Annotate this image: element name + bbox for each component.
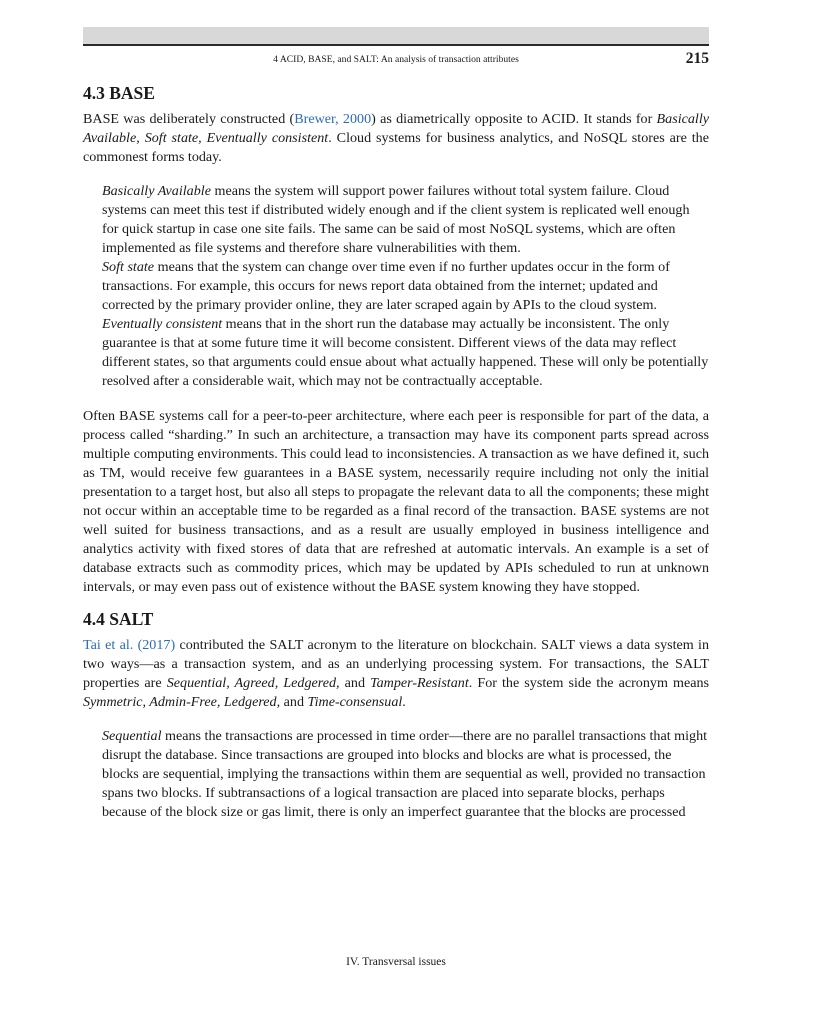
emphasis-run: Time-consensual: [307, 694, 403, 710]
page-footer: IV. Transversal issues: [346, 956, 446, 968]
page-number: 215: [685, 50, 709, 67]
definition-basically-available: [102, 182, 709, 258]
text-run: . For the system side the acronym means: [468, 675, 709, 691]
section-heading-base: 4.3 BASE: [83, 83, 155, 103]
emphasis-run: Basically Available, Soft state, Eventually consistent: [83, 111, 709, 146]
citation-link[interactable]: Brewer, 2000: [294, 111, 372, 127]
salt-intro-paragraph: [83, 636, 709, 712]
citation-link[interactable]: Tai et al. (2017): [83, 637, 176, 653]
definition-term: Basically Available: [102, 183, 211, 199]
definition-text: means that the system can change over time even if no further updates occur in the form of transactions. For example, this occurs for news report data obtained from the internet; updated and corrected by the primary provider online, they are later scraped again by APIs to the cloud system.: [102, 259, 670, 313]
emphasis-run: Tamper-Resistant: [370, 675, 469, 691]
base-closing-paragraph: Often BASE systems call for a peer-to-peer architecture, where each peer is responsible for part of the data, a process called “sharding.” In such an architecture, a transaction may have its component parts spread across multiple computing environments. This could lead to inconsistencies. A transaction as we have defined it, such as TM, would receive few guarantees in a BASE system, necessarily require including not only the initial presentation to a target host, but also all steps to propagate the relevant data to all the components; these might not occur within an acceptable time to be regarded as a final record of the transaction. BASE systems are not well suited for business transactions, and as a result are usually employed in business intelligence and analytics activity with fixed stores of data that are refreshed at automatic intervals. An example is a set of database extracts such as commodity prices, which may be updated by APIs scheduled to run at unknown intervals, or may even pass out of existence without the BASE system knowing they have stopped.: [83, 408, 709, 595]
header-rule: [83, 44, 709, 46]
text-run: and: [280, 694, 308, 710]
definition-term: Sequential: [102, 728, 162, 744]
definition-eventually-consistent: [102, 315, 709, 391]
definition-text: means the transactions are processed in time order—there are no parallel transactions that might disrupt the database. Since transactions are grouped into blocks and blocks are what is processed, the blocks are sequential, implying the transactions within them are sequential as well, provided no transaction spans two blocks. If subtransactions of a logical transaction are placed into separate blocks, perhaps because of the block size or gas limit, there is only an imperfect guarantee that the blocks are processed: [102, 728, 708, 820]
header-bar: [83, 27, 709, 44]
definition-text: means the system will support power failures without total system failure. Cloud systems can meet this test if distributed widely enough and if the client system is replicated well enough for quick startup in case one site fails. The same can be said of most NoSQL systems, which are often implemented as file systems and therefore share vulnerabilities with them.: [102, 183, 690, 256]
definition-term: Eventually consistent: [102, 316, 223, 332]
salt-definitions: [102, 727, 709, 822]
text-run: . Cloud systems for business analytics, and NoSQL stores are the commonest forms today.: [83, 130, 709, 165]
definition-sequential: [102, 727, 709, 822]
emphasis-run: Symmetric, Admin-Free, Ledgered,: [83, 694, 281, 710]
base-definitions: [102, 182, 709, 391]
emphasis-run: Sequential, Agreed, Ledgered,: [166, 675, 340, 691]
base-intro-paragraph: [83, 110, 709, 167]
text-run: ) as diametrically opposite to ACID. It stands for: [371, 111, 657, 127]
section-heading-salt: 4.4 SALT: [83, 609, 154, 629]
definition-term: Soft state: [102, 259, 155, 275]
text-run: contributed the SALT acronym to the literature on blockchain. SALT views a data system in two ways—as a transaction system, and as an underlying processing system. For transactions, the SALT properties are: [83, 637, 709, 691]
text-run: BASE was deliberately constructed (: [83, 111, 295, 127]
running-title: 4 ACID, BASE, and SALT: An analysis of transaction attributes: [273, 54, 519, 65]
definition-text: means that in the short run the database may actually be inconsistent. The only guarantee is that at some future time it will become consistent. Different views of the data may reflect different states, so that arguments could ensue about what actually happened. These will only be potentially resolved after a considerable wait, which may not be contractually acceptable.: [102, 316, 709, 389]
running-head: [83, 52, 709, 68]
definition-soft-state: [102, 258, 709, 315]
text-run: .: [402, 694, 406, 710]
page-body: [83, 83, 709, 822]
text-run: and: [339, 675, 371, 691]
